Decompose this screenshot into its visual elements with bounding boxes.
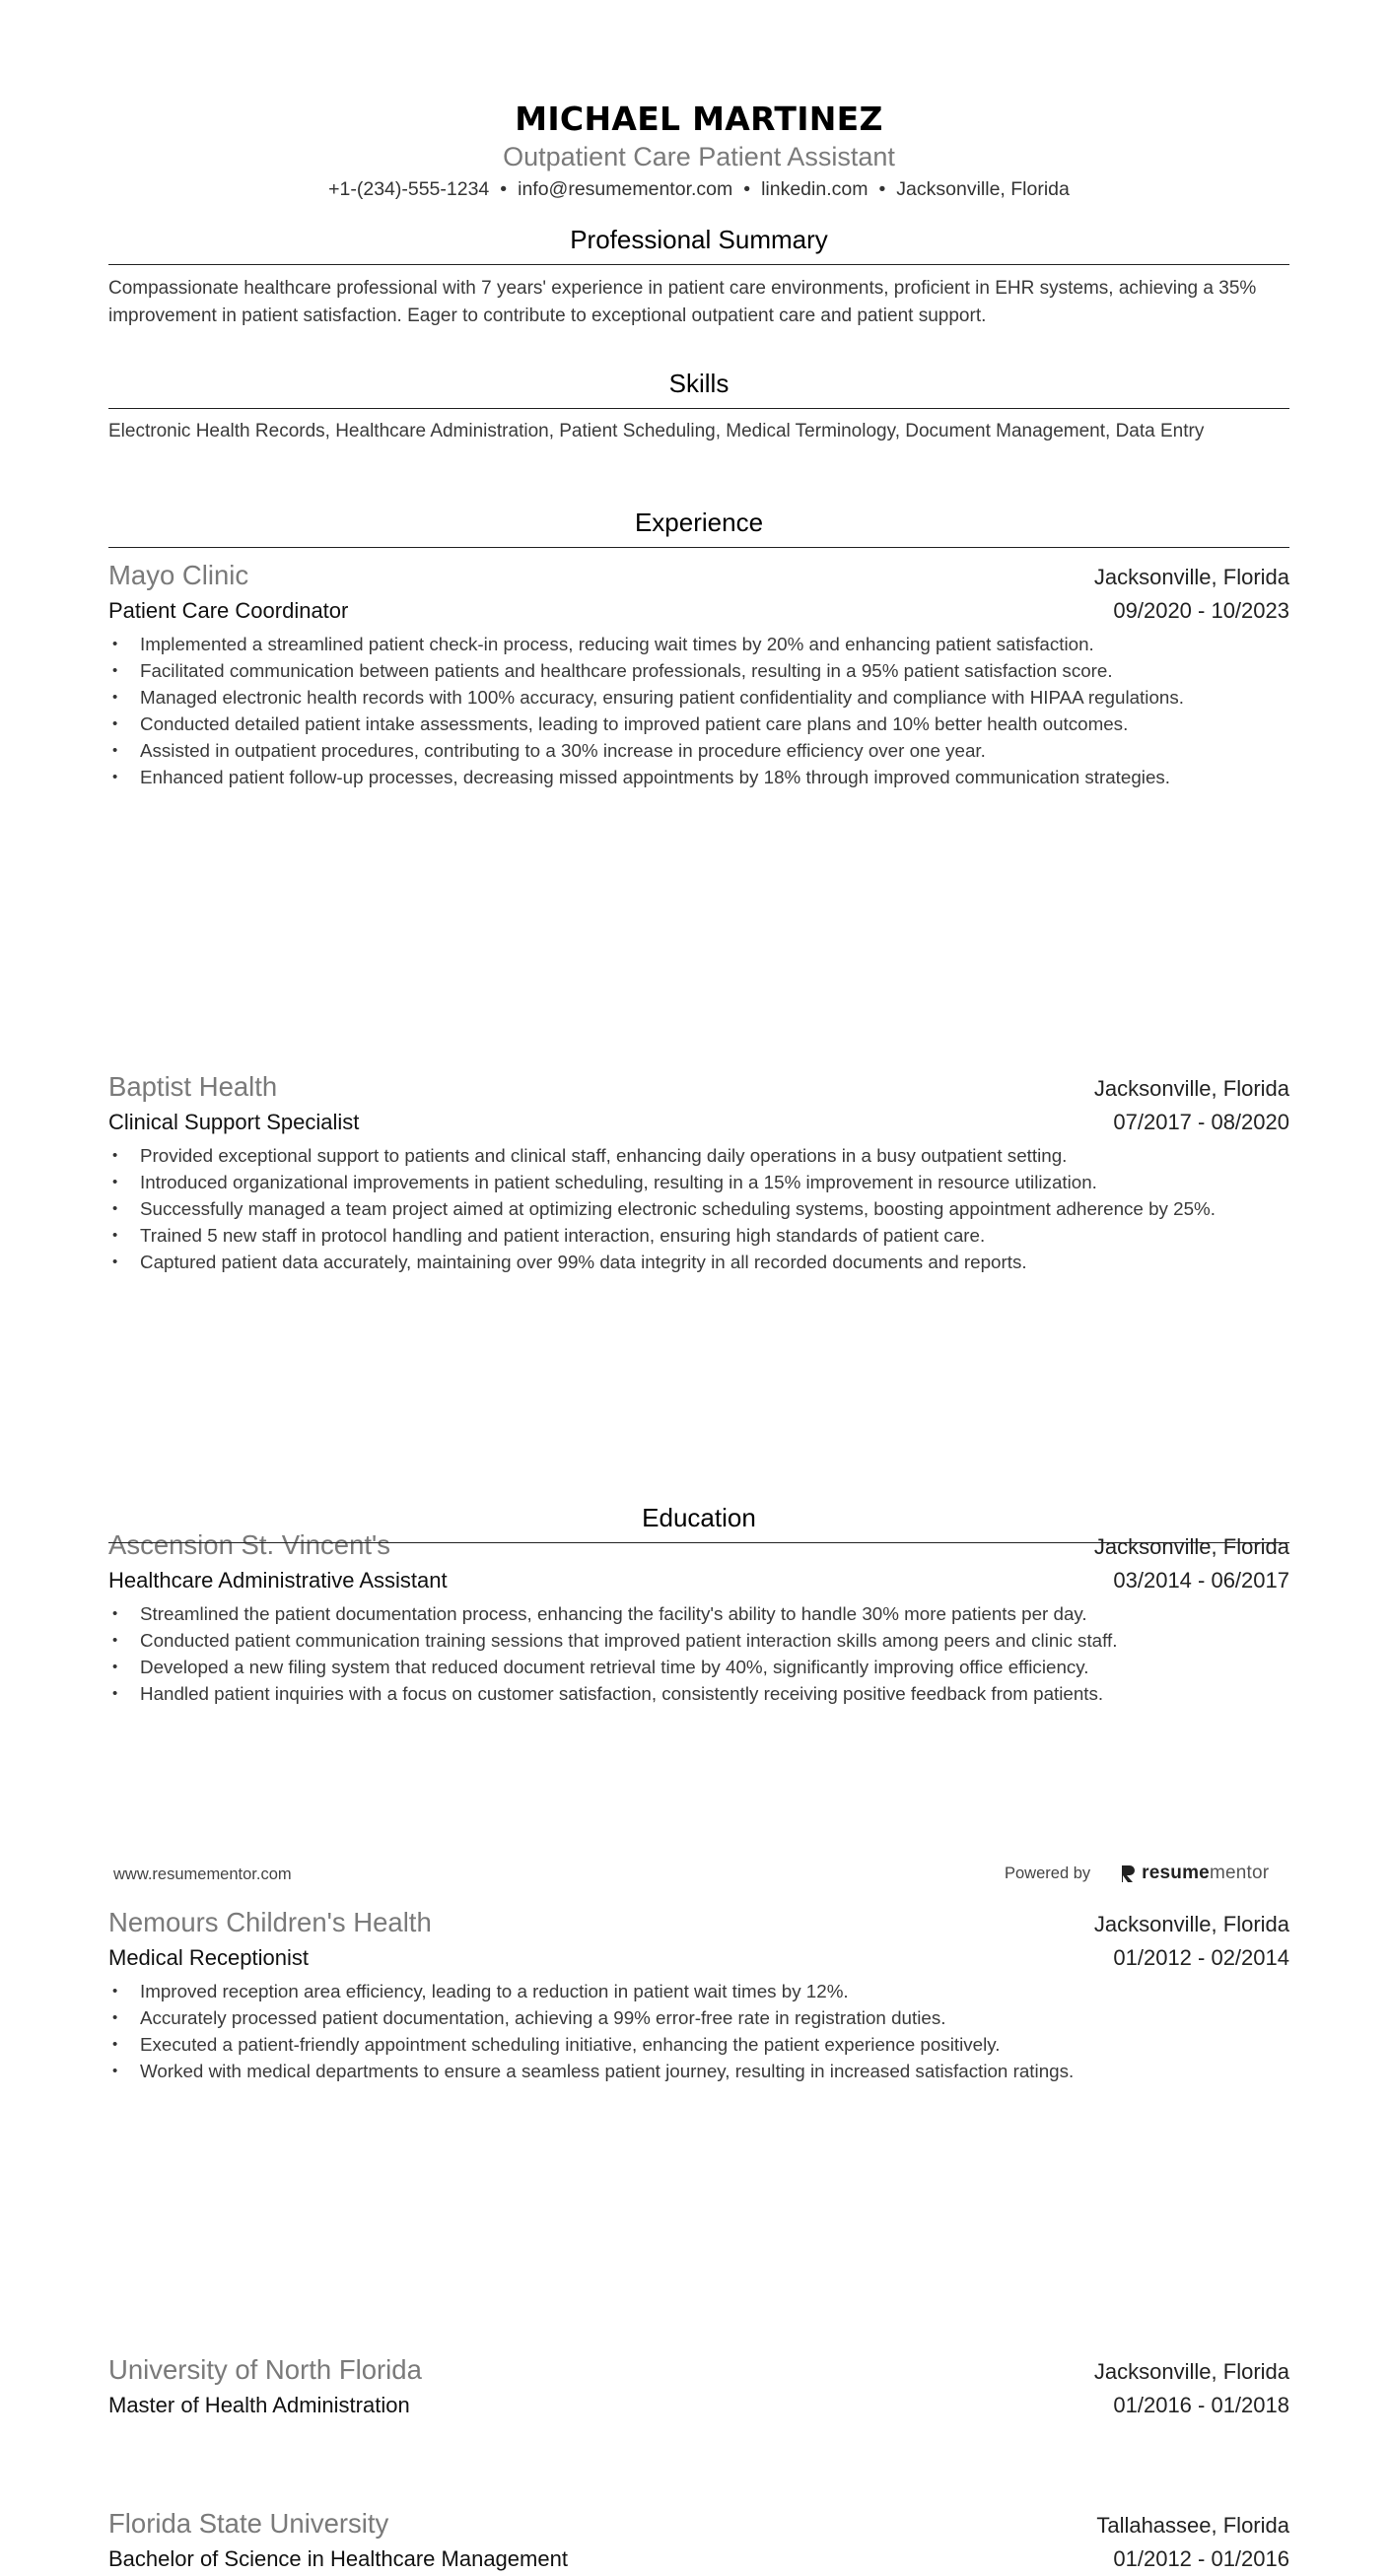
degree-name: Bachelor of Science in Healthcare Management [108, 2546, 568, 2571]
footer-website[interactable]: www.resumementor.com [113, 1865, 292, 1883]
job-bullet: • Enhanced patient follow-up processes, decreasing missed appointments by 18% through improved communication strategies. [108, 764, 1289, 790]
job-bullet: • Executed a patient-friendly appointment scheduling initiative, enhancing the patient experience positively. [108, 2031, 1289, 2058]
education-section [108, 1500, 1289, 1543]
job-bullets [108, 631, 1289, 790]
job-bullet: • Provided exceptional support to patients and clinical staff, enhancing daily operations in a busy outpatient setting. [108, 1142, 1289, 1169]
job-bullet: • Implemented a streamlined patient check-in process, reducing wait times by 20% and enhancing patient satisfaction. [108, 631, 1289, 657]
contact-email[interactable]: info@resumementor.com [518, 178, 733, 200]
section-title: Skills [108, 366, 1289, 409]
job-bullet: • Handled patient inquiries with a focus on customer satisfaction, consistently receiving positive feedback from patients. [108, 1680, 1289, 1707]
education-dates: 01/2012 - 01/2016 [1113, 2546, 1289, 2571]
job-bullets [108, 1978, 1289, 2084]
job-dates: 09/2020 - 10/2023 [1113, 598, 1289, 623]
brand-name-light: mentor [1209, 1863, 1270, 1883]
contact-separator: • [878, 178, 886, 200]
contact-phone: +1-(234)-555-1234 [328, 178, 490, 200]
education-dates: 01/2016 - 01/2018 [1113, 2393, 1289, 2417]
section-title: Education [108, 1500, 1289, 1543]
contact-line [108, 175, 1289, 203]
job-bullet: • Accurately processed patient documentation, achieving a 99% error-free rate in registration duties. [108, 2004, 1289, 2031]
resume-header [108, 99, 1289, 203]
company-name: Nemours Children's Health [108, 1907, 432, 1937]
candidate-headline: Outpatient Care Patient Assistant [503, 142, 895, 171]
job-bullet: • Conducted patient communication training sessions that improved patient interaction skills among peers and clinic staff. [108, 1627, 1289, 1654]
job-bullet: • Assisted in outpatient procedures, contributing to a 30% increase in procedure efficiency over one year. [108, 737, 1289, 764]
job-entry [108, 557, 1289, 790]
job-title: Medical Receptionist [108, 1945, 309, 1970]
job-location: Jacksonville, Florida [1093, 1912, 1289, 1936]
job-bullet: • Conducted detailed patient intake assessments, leading to improved patient care plans and 10% better health outcomes. [108, 711, 1289, 737]
summary-section [108, 222, 1289, 330]
company-name: Baptist Health [108, 1071, 278, 1102]
job-bullet: • Improved reception area efficiency, leading to a reduction in patient wait times by 12%. [108, 1978, 1289, 2004]
company-name: Ascension St. Vincent's [108, 1529, 391, 1560]
skills-section [108, 366, 1289, 443]
job-bullet: • Developed a new filing system that reduced document retrieval time by 40%, significantly improving office efficiency. [108, 1654, 1289, 1680]
contact-separator: • [500, 178, 508, 200]
school-name: Florida State University [108, 2508, 389, 2539]
job-dates: 07/2017 - 08/2020 [1113, 1110, 1289, 1134]
contact-separator: • [743, 178, 751, 200]
school-location: Tallahassee, Florida [1096, 2513, 1289, 2538]
education-entry [108, 2505, 1289, 2576]
job-entry [108, 1904, 1289, 2084]
brand-logo-icon [1120, 1864, 1136, 1883]
job-bullet: • Managed electronic health records with 100% accuracy, ensuring patient confidentiality and compliance with HIPAA regulations. [108, 684, 1289, 711]
job-title: Clinical Support Specialist [108, 1110, 360, 1134]
job-bullets [108, 1600, 1289, 1707]
job-bullet: • Trained 5 new staff in protocol handling and patient interaction, ensuring high standards of patient care. [108, 1222, 1289, 1249]
job-location: Jacksonville, Florida [1093, 1534, 1289, 1559]
job-bullet: • Worked with medical departments to ensure a seamless patient journey, resulting in increased satisfaction ratings. [108, 2058, 1289, 2084]
job-title: Patient Care Coordinator [108, 598, 349, 623]
job-location: Jacksonville, Florida [1093, 1076, 1289, 1101]
education-entry [108, 2351, 1289, 2422]
experience-section [108, 505, 1289, 548]
job-bullet: • Introduced organizational improvements in patient scheduling, resulting in a 15% improvement in resource utilization. [108, 1169, 1289, 1195]
contact-location: Jacksonville, Florida [896, 178, 1070, 200]
section-title: Professional Summary [108, 222, 1289, 265]
school-location: Jacksonville, Florida [1093, 2359, 1289, 2384]
contact-linkedin[interactable]: linkedin.com [761, 178, 869, 200]
job-location: Jacksonville, Florida [1093, 565, 1289, 589]
job-dates: 01/2012 - 02/2014 [1113, 1945, 1289, 1970]
powered-by-label: Powered by [1005, 1864, 1091, 1882]
company-name: Mayo Clinic [108, 560, 249, 590]
job-title: Healthcare Administrative Assistant [108, 1568, 448, 1593]
summary-text: Compassionate healthcare professional with 7 years' experience in patient care environments, proficient in EHR systems, achieving a 35% improvement in patient satisfaction. Eager to contribute to exceptional outpatient care and patient support. [108, 278, 1257, 326]
job-entry [108, 1068, 1289, 1275]
footer-branding [1005, 1863, 1269, 1884]
section-title: Experience [108, 505, 1289, 548]
candidate-name: MICHAEL MARTINEZ [515, 100, 883, 138]
brand-logo[interactable] [1120, 1863, 1269, 1884]
job-bullet: • Facilitated communication between patients and healthcare professionals, resulting in a 95% patient satisfaction score. [108, 657, 1289, 684]
job-bullet: • Successfully managed a team project aimed at optimizing electronic scheduling systems, boosting appointment adherence by 25%. [108, 1195, 1289, 1222]
school-name: University of North Florida [108, 2354, 422, 2385]
job-bullet: • Streamlined the patient documentation process, enhancing the facility's ability to handle 30% more patients per day. [108, 1600, 1289, 1627]
job-bullet: • Captured patient data accurately, maintaining over 99% data integrity in all recorded documents and reports. [108, 1249, 1289, 1275]
brand-name-bold: resume [1142, 1863, 1210, 1883]
job-entry [108, 1526, 1289, 1707]
job-bullets [108, 1142, 1289, 1275]
skills-text: Electronic Health Records, Healthcare Administration, Patient Scheduling, Medical Terminology, Document Management, Data Entry [108, 421, 1205, 441]
job-dates: 03/2014 - 06/2017 [1113, 1568, 1289, 1593]
degree-name: Master of Health Administration [108, 2393, 410, 2417]
